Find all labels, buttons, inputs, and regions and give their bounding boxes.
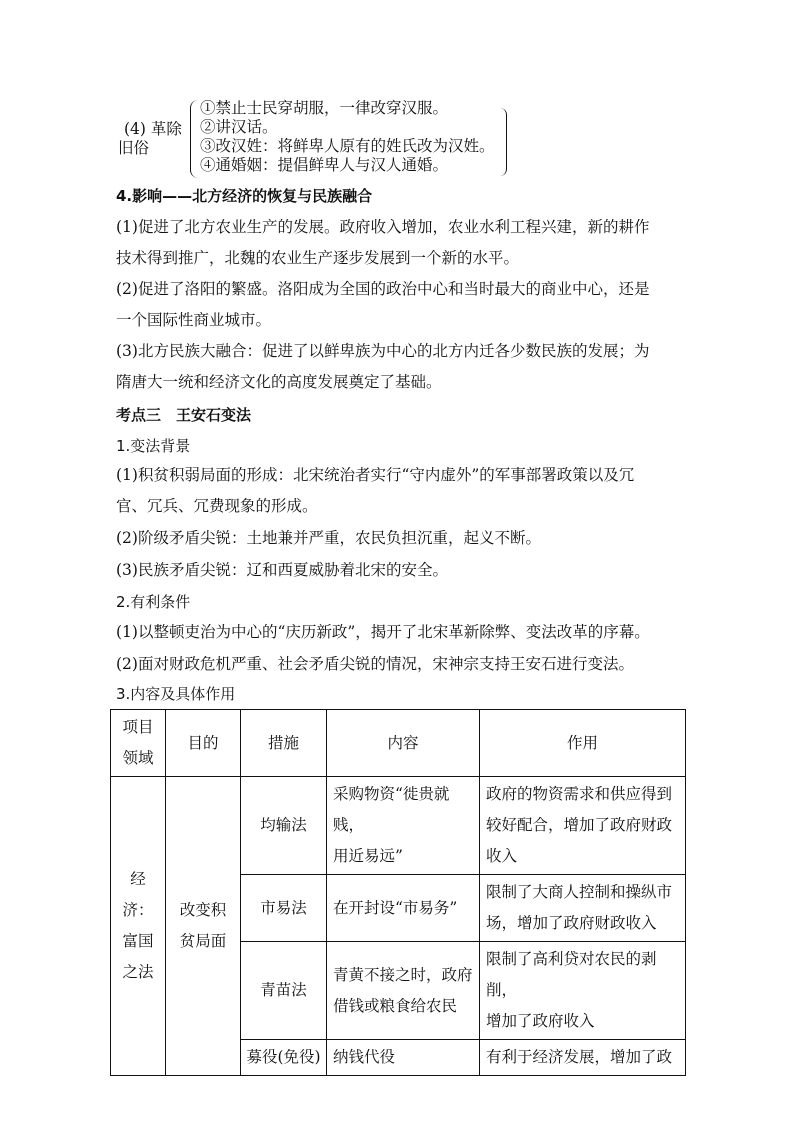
reform-item-2: ②讲汉话。 [200,118,278,136]
paragraph-line: (2)面对财政危机严重、社会矛盾尖锐的情况，宋神宗支持王安石进行变法。 [116,655,634,673]
header-domain: 项目 领域 [111,710,166,777]
cell-measure: 募役(免役) [241,1040,327,1076]
table-header-row [111,710,686,777]
paragraph-line: (2)阶级矛盾尖锐：土地兼并严重，农民负担沉重，起义不断。 [116,529,541,547]
reform-table [110,709,686,1076]
paragraph-line: 隋唐大一统和经济文化的高度发展奠定了基础。 [116,373,442,391]
cell-content: 在开封设“市易务” [327,875,480,942]
cell-content: 青黄不接之时，政府 借钱或粮食给农民 [327,942,480,1040]
section-heading-impact: 4.影响——北方经济的恢复与民族融合 [116,187,373,205]
paragraph-line: 一个国际性商业城市。 [116,311,272,329]
reform-item-1: ①禁止士民穿胡服，一律改穿汉服。 [200,99,449,117]
reform-item-4: ④通婚姻：提倡鲜卑人与汉人通婚。 [200,156,449,174]
header-content: 内容 [327,710,480,777]
cell-purpose: 改变积 贫局面 [166,777,241,1076]
cell-effect: 限制了高利贷对农民的剥削， 增加了政府收入 [480,942,686,1040]
cell-content: 采购物资“徙贵就贱， 用近易远” [327,777,480,875]
cell-effect: 政府的物资需求和供应得到 较好配合，增加了政府财政 收入 [480,777,686,875]
cell-domain: 经济： 富国 之法 [111,777,166,1076]
header-measure: 措施 [241,710,327,777]
paragraph-line: (1)以整顿吏治为中心的“庆历新政”，揭开了北宋革新除弊、变法改革的序幕。 [116,623,650,641]
cell-content: 纳钱代役 [327,1040,480,1076]
section-heading-kaodian3: 考点三 王安石变法 [116,406,252,424]
reform-item-3: ③改汉姓：将鲜卑人原有的姓氏改为汉姓。 [200,137,495,155]
reform-label-line2: 旧俗 [118,139,150,157]
cell-measure: 市易法 [241,875,327,942]
paragraph-line: (1)促进了北方农业生产的发展。政府收入增加，农业水利工程兴建，新的耕作 [116,218,650,236]
cell-measure: 青苗法 [241,942,327,1040]
subheading-content: 3.内容及具体作用 [116,685,236,703]
paragraph-line: (3)民族矛盾尖锐：辽和西夏威胁着北宋的安全。 [116,561,448,579]
subheading-conditions: 2.有利条件 [116,593,191,611]
paragraph-line: (1)积贫积弱局面的形成：北宋统治者实行“守内虚外”的军事部署政策以及冗 [116,466,635,484]
right-brace [500,108,507,176]
reform-label-line1: (4) 革除 [124,120,182,138]
cell-measure: 均输法 [241,777,327,875]
cell-effect: 有利于经济发展，增加了政 [480,1040,686,1076]
header-effect: 作用 [480,710,686,777]
table-row [111,777,686,875]
left-brace [190,100,199,178]
paragraph-line: 技术得到推广，北魏的农业生产逐步发展到一个新的水平。 [116,249,520,267]
paragraph-line: (3)北方民族大融合：促进了以鲜卑族为中心的北方内迁各少数民族的发展；为 [116,342,650,360]
paragraph-line: (2)促进了洛阳的繁盛。洛阳成为全国的政治中心和当时最大的商业中心，还是 [116,280,650,298]
subheading-background: 1.变法背景 [116,437,191,455]
cell-effect: 限制了大商人控制和操纵市 场，增加了政府财政收入 [480,875,686,942]
header-purpose: 目的 [166,710,241,777]
paragraph-line: 官、冗兵、冗费现象的形成。 [116,497,318,515]
